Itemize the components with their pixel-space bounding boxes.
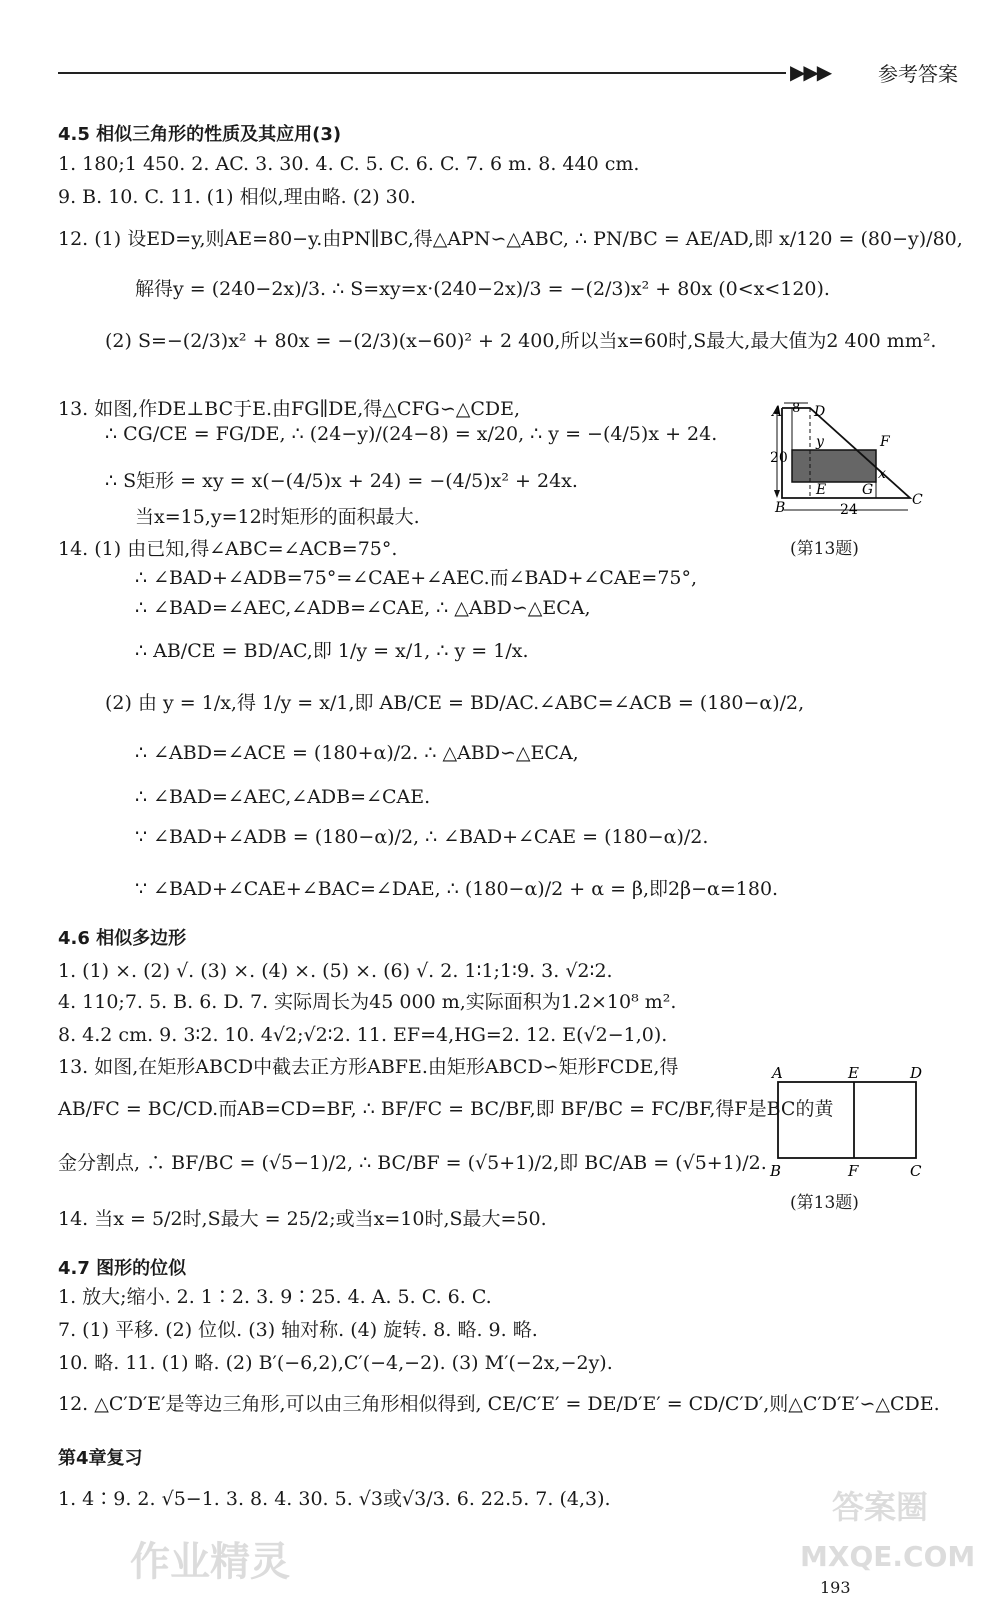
label-bottom: 24	[840, 502, 858, 518]
section-heading: 4.5 相似三角形的性质及其应用(3)	[58, 124, 342, 145]
label-e: E	[848, 1064, 859, 1082]
answer-line: 1. 180;1 450. 2. AC. 3. 30. 4. C. 5. C. 6. C. 7. 6 m. 8. 440 cm.	[58, 153, 640, 175]
header-rule	[58, 72, 786, 74]
figure-13-trapezoid	[770, 400, 940, 545]
figure-caption: (第13题)	[790, 1193, 859, 1213]
answer-line: 9. B. 10. C. 11. (1) 相似,理由略. (2) 30.	[58, 186, 416, 208]
label-left: 20	[770, 450, 788, 466]
answer-line: 1. (1) ×. (2) √. (3) ×. (4) ×. (5) ×. (6) √. 2. 1∶1;1∶9. 3. √2∶2.	[58, 960, 613, 982]
answer-line: 1. 放大;缩小. 2. 1∶2. 3. 9∶25. 4. A. 5. C. 6. C.	[58, 1286, 492, 1308]
page-number: 193	[820, 1578, 851, 1597]
answer-line: 当x=15,y=12时矩形的面积最大.	[135, 506, 420, 528]
figure-caption: (第13题)	[790, 539, 859, 559]
label-b: B	[775, 500, 786, 516]
answer-line: 14. 当x = 5/2时,S最大 = 25/2;或当x=10时,S最大=50.	[58, 1208, 547, 1230]
label-e: E	[816, 482, 827, 498]
answer-line: ∴ S矩形 = xy = x(−(4/5)x + 24) = −(4/5)x² + 24x.	[105, 470, 578, 492]
answer-line: ∴ ∠BAD=∠AEC,∠ADB=∠CAE, ∴ △ABD∽△ECA,	[135, 597, 591, 619]
answer-line: ∵ ∠BAD+∠CAE+∠BAC=∠DAE, ∴ (180−α)/2 + α = β,即2β−α=180.	[135, 878, 779, 900]
answer-line: (2) 由 y = 1/x,得 1/y = x/1,即 AB/CE = BD/AC.∠ABC=∠ACB = (180−α)/2,	[105, 692, 805, 714]
answer-line: 8. 4.2 cm. 9. 3∶2. 10. 4√2;√2∶2. 11. EF=4,HG=2. 12. E(√2−1,0).	[58, 1024, 668, 1046]
answer-line: 14. (1) 由已知,得∠ABC=∠ACB=75°.	[58, 538, 398, 560]
watermark-daanquan: 答案圈	[832, 1488, 929, 1526]
label-a: A	[772, 1064, 783, 1082]
label-f: F	[848, 1162, 859, 1180]
label-c: C	[910, 1162, 922, 1180]
answer-line: (2) S=−(2/3)x² + 80x = −(2/3)(x−60)² + 2 400,所以当x=60时,S最大,最大值为2 400 mm².	[105, 330, 937, 352]
answer-line: ∴ ∠BAD=∠AEC,∠ADB=∠CAE.	[135, 786, 431, 808]
section-heading: 第4章复习	[58, 1448, 143, 1469]
label-d: D	[814, 404, 826, 420]
header-arrows-icon: ▶▶▶	[790, 60, 831, 84]
watermark-mxqe: MXQE.COM	[800, 1540, 976, 1573]
answer-line: 解得y = (240−2x)/3. ∴ S=xy=x·(240−2x)/3 = −(2/3)x² + 80x (0<x<120).	[135, 278, 830, 300]
answer-line: 12. △C′D′E′是等边三角形,可以由三角形相似得到, CE/C′E′ = DE/D′E′ = CD/C′D′,则△C′D′E′∽△CDE.	[58, 1393, 940, 1415]
label-f: F	[880, 434, 890, 450]
answer-line: AB/FC = BC/CD.而AB=CD=BF, ∴ BF/FC = BC/BF,即 BF/BC = FC/BF,得F是BC的黄	[58, 1098, 834, 1120]
answer-line: 12. (1) 设ED=y,则AE=80−y.由PN∥BC,得△APN∽△ABC, ∴ PN/BC = AE/AD,即 x/120 = (80−y)/80,	[58, 228, 963, 250]
answer-line: ∴ ∠BAD+∠ADB=75°=∠CAE+∠AEC.而∠BAD+∠CAE=75°,	[135, 567, 698, 589]
label-b: B	[770, 1162, 782, 1180]
answer-line: 金分割点, ∴ BF/BC = (√5−1)/2, ∴ BC/BF = (√5+1)/2,即 BC/AB = (√5+1)/2.	[58, 1152, 767, 1174]
answer-line: 1. 4∶9. 2. √5−1. 3. 8. 4. 30. 5. √3或√3/3. 6. 22.5. 7. (4,3).	[58, 1488, 611, 1510]
answer-line: ∴ ∠ABD=∠ACE = (180+α)/2. ∴ △ABD∽△ECA,	[135, 742, 579, 764]
label-g: G	[862, 482, 874, 498]
label-d: D	[910, 1064, 923, 1082]
section-heading: 4.7 图形的位似	[58, 1258, 187, 1279]
label-y: y	[816, 434, 824, 450]
answer-line: ∴ AB/CE = BD/AC,即 1/y = x/1, ∴ y = 1/x.	[135, 640, 529, 662]
answer-line: 13. 如图,在矩形ABCD中截去正方形ABFE.由矩形ABCD∽矩形FCDE,得	[58, 1056, 679, 1078]
label-c: C	[912, 492, 923, 508]
section-heading: 4.6 相似多边形	[58, 928, 187, 949]
label-a: A	[772, 404, 783, 420]
answer-line: 4. 110;7. 5. B. 6. D. 7. 实际周长为45 000 m,实际面积为1.2×10⁸ m².	[58, 991, 677, 1013]
answer-line: ∴ CG/CE = FG/DE, ∴ (24−y)/(24−8) = x/20, ∴ y = −(4/5)x + 24.	[105, 423, 718, 445]
answer-line: ∵ ∠BAD+∠ADB = (180−α)/2, ∴ ∠BAD+∠CAE = (180−α)/2.	[135, 826, 709, 848]
label-top: 8	[792, 401, 801, 416]
answer-line: 13. 如图,作DE⊥BC于E.由FG∥DE,得△CFG∽△CDE,	[58, 398, 521, 420]
answer-line: 7. (1) 平移. (2) 位似. (3) 轴对称. (4) 旋转. 8. 略. 9. 略.	[58, 1319, 538, 1341]
figure-13-rectangle	[768, 1062, 938, 1182]
watermark-zuoye: 作业精灵	[130, 1538, 290, 1585]
label-x: x	[878, 466, 886, 482]
answer-line: 10. 略. 11. (1) 略. (2) B′(−6,2),C′(−4,−2). (3) M′(−2x,−2y).	[58, 1352, 613, 1374]
header-title: 参考答案	[878, 62, 958, 86]
